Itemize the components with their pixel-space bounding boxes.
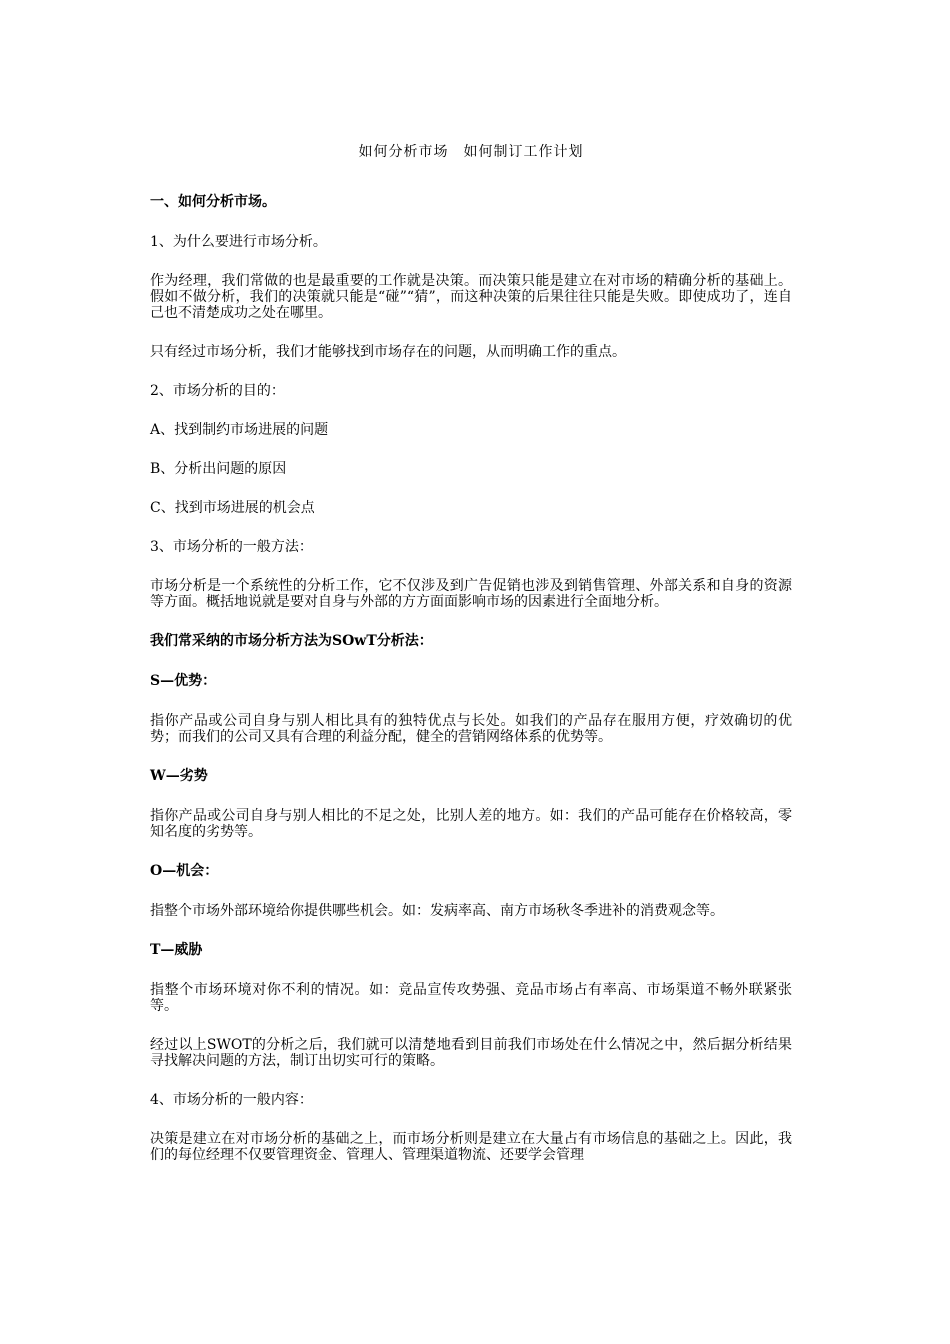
goal-a: A、找到制约市场进展的问题 — [150, 422, 329, 438]
strength-text: 指你产品或公司自身与别人相比具有的独特优点与长处。如我们的产品存在服用方便，疗效确切的优势；而我们的公司又具有合理的利益分配，健全的营销网络体系的优势等。 — [150, 713, 792, 745]
paragraph-4: 经过以上SWOT的分析之后，我们就可以清楚地看到目前我们市场处在什么情况之中，然后据分析结果寻找解决问题的方法，制订出切实可行的策略。 — [150, 1037, 792, 1069]
threat-heading: T—威胁 — [150, 942, 203, 958]
question-4: 4、市场分析的一般内容： — [150, 1092, 313, 1108]
question-3: 3、市场分析的一般方法： — [150, 539, 313, 555]
swot-heading: 我们常采纳的市场分析方法为SOwT分析法： — [150, 633, 433, 649]
weakness-text: 指你产品或公司自身与别人相比的不足之处，比别人差的地方。如：我们的产品可能存在价格较高，零知名度的劣势等。 — [150, 808, 792, 840]
goal-b: B、分析出问题的原因 — [150, 461, 287, 477]
paragraph-2: 只有经过市场分析，我们才能够找到市场存在的问题，从而明确工作的重点。 — [150, 344, 626, 360]
paragraph-1: 作为经理，我们常做的也是最重要的工作就是决策。而决策只能是建立在对市场的精确分析的基础上。假如不做分析，我们的决策就只能是“碰”“猜”，而这种决策的后果往往只能是失败。即使成功了，连自己也不清楚成功之处在哪里。 — [150, 273, 792, 321]
section-heading: 一、如何分析市场。 — [150, 194, 276, 210]
opportunity-heading: O—机会： — [150, 863, 219, 879]
opportunity-text: 指整个市场外部环境给你提供哪些机会。如：发病率高、南方市场秋冬季进补的消费观念等。 — [150, 903, 724, 919]
document-title: 如何分析市场 如何制订工作计划 — [358, 144, 584, 160]
question-1: 1、为什么要进行市场分析。 — [150, 234, 327, 250]
threat-text: 指整个市场环境对你不利的情况。如：竞品宣传攻势强、竞品市场占有率高、市场渠道不畅外联紧张等。 — [150, 982, 792, 1014]
document-body — [150, 138, 792, 1186]
paragraph-5: 决策是建立在对市场分析的基础之上，而市场分析则是建立在大量占有市场信息的基础之上。因此，我们的每位经理不仅要管理资金、管理人、管理渠道物流、还要学会管理 — [150, 1131, 792, 1163]
strength-heading: S—优势： — [150, 673, 217, 689]
goal-c: C、找到市场进展的机会点 — [150, 500, 315, 516]
question-2: 2、市场分析的目的： — [150, 383, 285, 399]
weakness-heading: W—劣势 — [150, 768, 208, 784]
paragraph-3: 市场分析是一个系统性的分析工作，它不仅涉及到广告促销也涉及到销售管理、外部关系和自身的资源等方面。概括地说就是要对自身与外部的方方面面影响市场的因素进行全面地分析。 — [150, 578, 792, 610]
